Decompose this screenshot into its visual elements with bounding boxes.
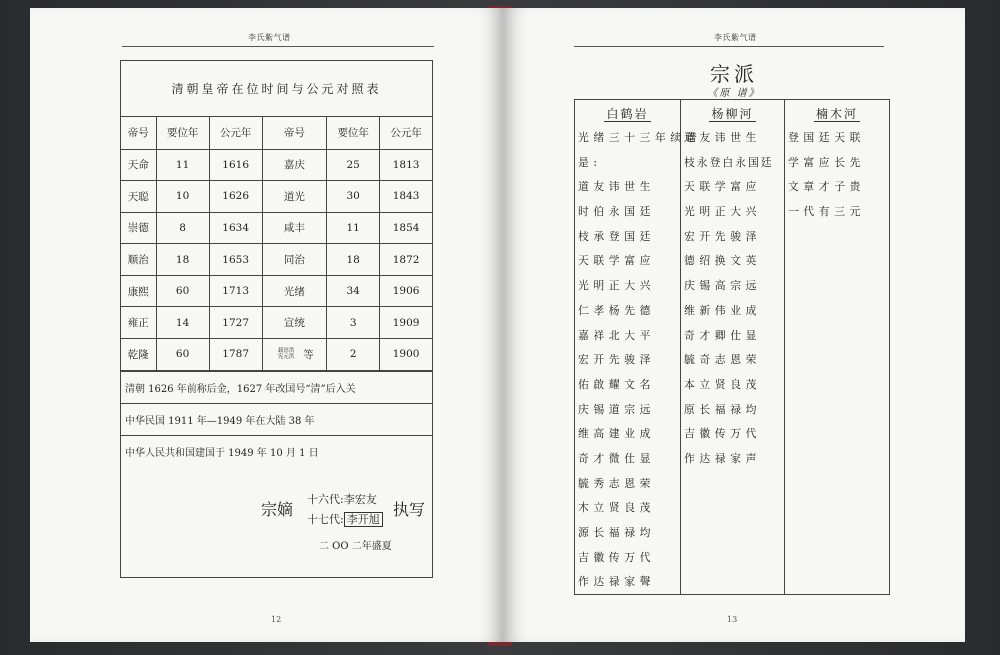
cell: 3 xyxy=(327,307,380,339)
cell: 光绪 xyxy=(262,275,326,307)
cell: 1634 xyxy=(209,212,262,244)
cell: 崇德 xyxy=(121,212,156,244)
table-row xyxy=(121,149,432,181)
list-item: 本立贤良茂 xyxy=(684,377,761,391)
list-item: 原长福禄均 xyxy=(684,402,761,416)
cell: 1843 xyxy=(380,181,432,213)
signature-action: 执写 xyxy=(393,500,426,519)
header-cell: 要位年 xyxy=(156,117,209,149)
list-item: 宏开先骏泽 xyxy=(684,229,761,243)
list-item: 光明正大兴 xyxy=(578,279,655,293)
signature-date: 二 OO 二年盛夏 xyxy=(319,541,392,552)
signature-zongdi: 宗嫡 xyxy=(261,500,294,519)
gen16-line xyxy=(307,491,377,507)
list-item: 一代有三元 xyxy=(788,205,865,219)
cell: 1854 xyxy=(380,212,432,244)
cell: 18 xyxy=(327,244,380,276)
list-item: 吉徽传万代 xyxy=(578,550,655,564)
column-heading xyxy=(681,100,784,126)
list-item: 是: xyxy=(578,155,602,169)
list-item: 维高建业成 xyxy=(578,427,655,441)
column-heading xyxy=(575,100,680,126)
list-item: 枝永登白永国廷 xyxy=(684,155,774,169)
column-heading-text: 杨柳河 xyxy=(711,107,754,121)
cell: 天命 xyxy=(121,149,156,181)
lineage-column-nanmuhe xyxy=(785,100,889,594)
running-head-right: 李氏紫气谱 xyxy=(714,33,757,42)
cell: 1626 xyxy=(209,181,262,213)
gen17-name: 李开旭 xyxy=(344,512,383,527)
list-item: 天联学富应 xyxy=(684,180,761,194)
list-item: 登国廷天联 xyxy=(788,131,865,144)
table-row xyxy=(121,212,432,244)
list-item: 文章才子贵 xyxy=(788,180,865,194)
page-title: 宗派 xyxy=(710,62,758,86)
list-item: 吉徽传万代 xyxy=(684,427,761,441)
list-item: 学富应长先 xyxy=(788,155,865,169)
cell: 嘉庆 xyxy=(262,149,326,181)
cell: 14 xyxy=(156,307,209,339)
header-cell: 帝号 xyxy=(262,117,326,149)
page-subtitle: 《原 谱》 xyxy=(707,88,761,99)
table-header-row xyxy=(121,117,432,149)
page-number-right: 13 xyxy=(727,615,738,624)
reign-table xyxy=(121,117,432,371)
cell: 天聪 xyxy=(121,181,156,213)
cell: 11 xyxy=(327,212,380,244)
list-item: 毓秀志恩荣 xyxy=(578,476,655,490)
cell: 1813 xyxy=(380,149,432,181)
header-rule xyxy=(574,46,884,47)
cell: 1727 xyxy=(209,307,262,339)
cell: 60 xyxy=(156,275,209,307)
header-rule xyxy=(122,46,434,47)
cell: 18 xyxy=(156,244,209,276)
gen17-label: 十七代: xyxy=(307,513,344,526)
cell: 1906 xyxy=(380,275,432,307)
cell: 25 xyxy=(327,149,380,181)
table-row xyxy=(121,275,432,307)
note-line: 中华民国 1911 年—1949 年在大陆 38 年 xyxy=(121,403,432,435)
list-item: 奇才卿仕显 xyxy=(684,328,761,342)
cell-last-era xyxy=(262,339,326,371)
cell: 同治 xyxy=(262,244,326,276)
cell: 1787 xyxy=(209,339,262,371)
table-row xyxy=(121,307,432,339)
table-row xyxy=(121,339,432,371)
list-item: 维新伟业成 xyxy=(684,303,761,317)
list-item: 仁孝杨先德 xyxy=(578,303,655,317)
header-cell: 要位年 xyxy=(327,117,380,149)
lineage-column-yangliuhe xyxy=(681,100,785,594)
list-item: 奇才微仕显 xyxy=(578,451,655,465)
list-item: 道友讳世生 xyxy=(684,131,761,144)
list-item: 天联学富应 xyxy=(578,254,655,268)
cell: 雍正 xyxy=(121,307,156,339)
gen16-name: 李宏友 xyxy=(343,493,377,506)
last-era-small-text: 载淳洪 宪元洪 xyxy=(277,348,295,361)
list-item: 道友讳世生 xyxy=(578,180,655,194)
list-item: 庆锡高宗远 xyxy=(684,279,761,293)
cell: 乾隆 xyxy=(121,339,156,371)
list-item: 光明正大兴 xyxy=(684,205,761,219)
cell: 1713 xyxy=(209,275,262,307)
list-item: 佑啟耀文名 xyxy=(578,377,655,391)
cell: 2 xyxy=(327,339,380,371)
left-page xyxy=(30,8,503,642)
list-item: 时伯永国廷 xyxy=(578,205,655,219)
list-item: 嘉祥北大平 xyxy=(578,328,655,342)
header-cell: 公元年 xyxy=(380,117,432,149)
gen16-label: 十六代: xyxy=(307,493,344,506)
cell: 10 xyxy=(156,181,209,213)
cell: 顺治 xyxy=(121,244,156,276)
cell: 1872 xyxy=(380,244,432,276)
cell: 宣统 xyxy=(262,307,326,339)
cell: 道光 xyxy=(262,181,326,213)
cell: 1653 xyxy=(209,244,262,276)
note-line: 清朝 1626 年前称后金，1627 年改国号“清”后入关 xyxy=(121,371,432,403)
header-cell: 帝号 xyxy=(121,117,156,149)
list-item: 木立贤良茂 xyxy=(578,501,655,515)
column-heading-text: 楠木河 xyxy=(815,107,858,121)
table-row xyxy=(121,181,432,213)
list-item: 作达禄家声 xyxy=(684,451,761,465)
right-page xyxy=(503,8,965,642)
list-item: 宏开先骏泽 xyxy=(578,353,655,367)
cell: 11 xyxy=(156,149,209,181)
header-cell: 公元年 xyxy=(209,117,262,149)
cell: 康熙 xyxy=(121,275,156,307)
list-item: 德绍换文英 xyxy=(684,254,761,268)
signature-block xyxy=(121,477,432,577)
note-line: 中华人民共和国建国于 1949 年 10 月 1 日 xyxy=(121,435,432,467)
column-heading-text: 白鹤岩 xyxy=(606,107,649,121)
cell: 1909 xyxy=(380,307,432,339)
list-item: 枝承登国廷 xyxy=(578,229,655,243)
cell: 34 xyxy=(327,275,380,307)
lineage-table xyxy=(574,99,890,595)
list-item: 光绪三十三年续谱 xyxy=(578,131,702,144)
cell: 30 xyxy=(327,181,380,213)
reign-table-frame xyxy=(120,60,433,578)
gen17-line xyxy=(307,511,383,527)
cell: 1900 xyxy=(380,339,432,371)
list-item: 作达禄家聲 xyxy=(578,575,655,589)
last-era-suffix: 等 xyxy=(303,348,314,361)
cell: 8 xyxy=(156,212,209,244)
list-item: 庆锡道宗远 xyxy=(578,402,655,416)
list-item: 源长福禄均 xyxy=(578,526,655,539)
cell: 咸丰 xyxy=(262,212,326,244)
cell: 1616 xyxy=(209,149,262,181)
column-heading xyxy=(785,100,889,126)
running-head-left: 李氏紫气谱 xyxy=(248,33,291,42)
lineage-column-baiheyan xyxy=(575,100,702,594)
table-title: 清朝皇帝在位时间与公元对照表 xyxy=(121,61,432,117)
cell: 60 xyxy=(156,339,209,371)
list-item: 毓奇志恩荣 xyxy=(684,353,761,367)
table-row xyxy=(121,244,432,276)
page-number-left: 12 xyxy=(271,615,282,624)
